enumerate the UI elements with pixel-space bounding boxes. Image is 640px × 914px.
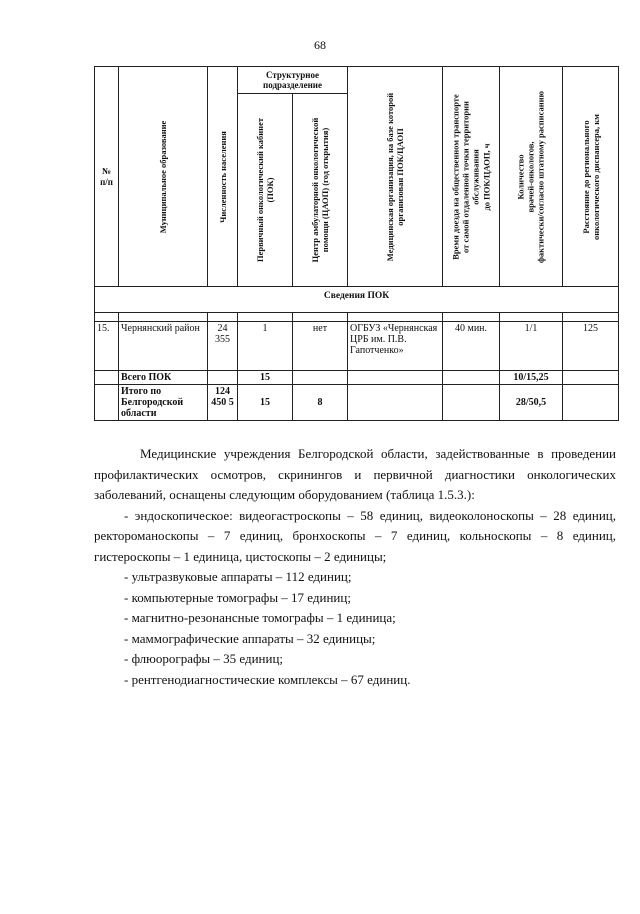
total-region-caop: 8 (293, 385, 348, 421)
endoscopic-paragraph: - эндоскопическое: видеогастроскопы – 58 единиц, видеоколоноскопы – 28 единиц, ректороманоскопы – 7 единиц, бронхоскопы – 7 единиц, кольноскопы – 8 единиц, гистероскопы – 1 единица, цистоскопы – 2 единицы; (94, 507, 616, 564)
cell-municipality: Чернянский район (119, 322, 208, 371)
header-caop: Центр амбулаторной онкологической помощи (ЦАОП) (год открытия) (293, 94, 348, 287)
cell-pok: 1 (238, 322, 293, 371)
cell-distance: 125 (563, 322, 619, 371)
total-pok-doctors: 10/15,25 (500, 371, 563, 385)
section-row (95, 287, 619, 313)
oncology-units-table (94, 66, 619, 421)
header-row-1 (95, 67, 619, 94)
header-doctors: Количество врачей-онкологов, фактически/согласно штатному расписанию (500, 67, 563, 287)
total-region-population: 124 450 5 (208, 385, 238, 421)
cell-num: 15. (95, 322, 119, 371)
list-item: - компьютерные томографы – 17 единиц; (124, 589, 351, 605)
header-num: № п/п (95, 67, 119, 287)
cell-population: 24 355 (208, 322, 238, 371)
header-structural-unit: Структурное подразделение (238, 67, 348, 94)
header-med-org: Медицинская организация, на базе которой организован ПОК/ЦАОП (348, 67, 443, 287)
total-region-row (95, 385, 619, 421)
table-row (95, 322, 619, 371)
header-distance: Расстояние до регионального онкологического диспансера, км (563, 67, 619, 287)
list-item: - флюорографы – 35 единиц; (124, 651, 284, 666)
header-travel-time: Время доезда на общественном транспорте от самой отдаленной точки территории обслуживания до ПОК/ЦАОП, ч (443, 67, 500, 287)
cell-travel-time: 40 мин. (443, 322, 500, 371)
page-number: 68 (314, 38, 326, 52)
body-text (94, 444, 616, 690)
list-item: - рентгенодиагностические комплексы – 67 единиц. (124, 671, 411, 687)
list-item: - магнитно-резонансные томографы – 1 единица; (124, 610, 396, 625)
cell-doctors: 1/1 (500, 322, 563, 371)
header-municipality: Муниципальное образование (119, 67, 208, 287)
total-pok-count: 15 (238, 371, 293, 385)
total-region-label: Итого по Белгородской области (119, 385, 208, 421)
total-pok-label: Всего ПОК (119, 371, 208, 385)
intro-paragraph: Медицинские учреждения Белгородской области, задействованные в проведении профилактических осмотров, скринингов и первичной диагностики онкологических заболеваний, оснащены следующим оборудованием (таблица 1.5.3.): (94, 446, 616, 502)
cell-caop: нет (293, 322, 348, 371)
list-item: - маммографические аппараты – 32 единицы; (124, 630, 376, 646)
total-pok-row (95, 371, 619, 385)
list-item: - ультразвуковые аппараты – 112 единиц; (124, 569, 352, 584)
header-pok: Первичный онкологический кабинет (ПОК) (238, 94, 293, 287)
section-title: Сведения ПОК (95, 287, 619, 313)
cell-med-org: ОГБУЗ «Чернянская ЦРБ им. П.В. Гапотченко» (348, 322, 443, 371)
header-population: Численность населения (208, 67, 238, 287)
spacer-row (95, 313, 619, 322)
total-region-pok: 15 (238, 385, 293, 421)
total-region-doctors: 28/50,5 (500, 385, 563, 421)
